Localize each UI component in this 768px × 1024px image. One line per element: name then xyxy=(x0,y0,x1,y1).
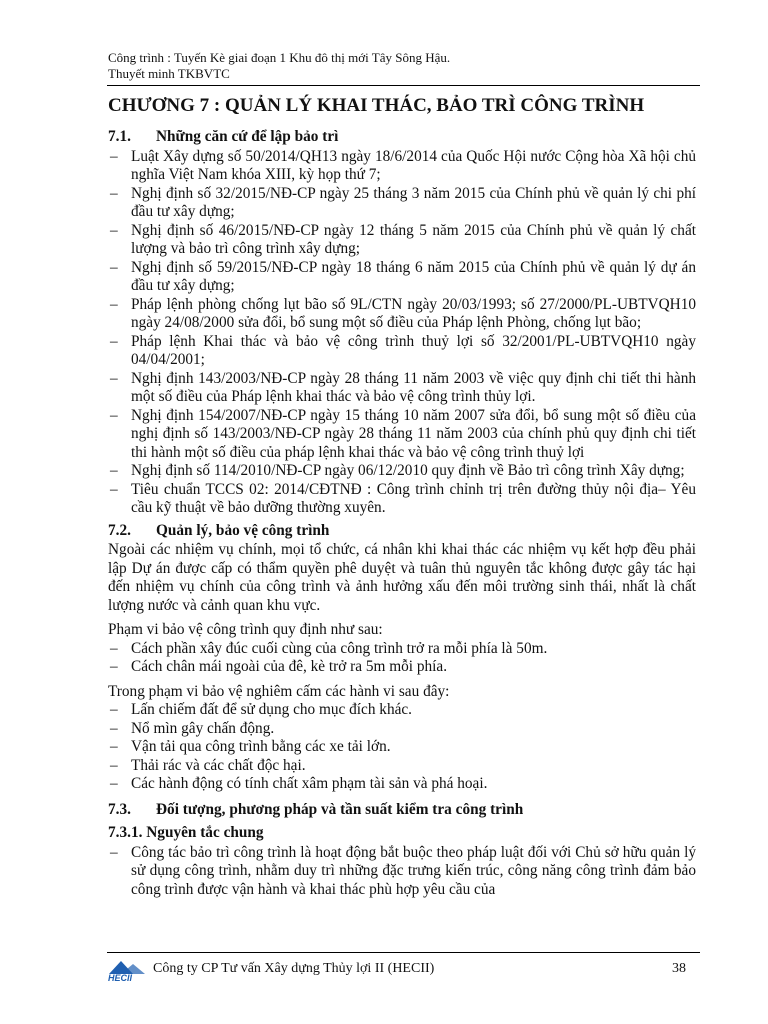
section-7-1-heading xyxy=(108,128,696,147)
general-principles-list xyxy=(108,844,696,900)
list-item: – Nghị định số 32/2015/NĐ-CP ngày 25 tháng 3 năm 2015 của Chính phủ về quản lý chi phí đầu tư xây dựng; xyxy=(108,185,696,222)
list-item: – Lấn chiếm đất để sử dụng cho mục đích khác. xyxy=(108,701,696,720)
page-footer xyxy=(107,958,700,982)
list-item: – Pháp lệnh Khai thác và bảo vệ công trình thuỷ lợi số 32/2001/PL-UBTVQH10 ngày 04/04/2001; xyxy=(108,333,696,370)
chapter-title: CHƯƠNG 7 : QUẢN LÝ KHAI THÁC, BẢO TRÌ CÔNG TRÌNH xyxy=(108,95,645,116)
header-project-line: Công trình : Tuyến Kè giai đoạn 1 Khu đô thị mới Tây Sông Hậu. xyxy=(108,50,451,65)
prohibited-acts-list xyxy=(108,701,696,794)
header-divider xyxy=(107,85,700,86)
protection-scope-list xyxy=(108,640,696,677)
list-item: – Các hành động có tính chất xâm phạm tài sản và phá hoại. xyxy=(108,775,696,794)
list-item: – Nghị định số 46/2015/NĐ-CP ngày 12 tháng 5 năm 2015 của Chính phủ về quản lý chất lượng và bảo trì công trình xây dựng; xyxy=(108,222,696,259)
section-7-2-heading xyxy=(108,522,696,541)
page-number: 38 xyxy=(672,961,686,976)
company-logo xyxy=(107,958,151,982)
paragraph: Phạm vi bảo vệ công trình quy định như sau: xyxy=(108,621,383,638)
header-doc-type: Thuyết minh TKBVTC xyxy=(108,66,230,81)
list-item: – Nghị định 143/2003/NĐ-CP ngày 28 tháng 11 năm 2003 về việc quy định chi tiết thi hành một số điều của Pháp lệnh khai thác và bảo vệ công trình thủy lợi. xyxy=(108,370,696,407)
list-item: – Vận tải qua công trình bằng các xe tải lớn. xyxy=(108,738,696,757)
paragraph: Trong phạm vi bảo vệ nghiêm cấm các hành vi sau đây: xyxy=(108,682,450,700)
section-title: Đối tượng, phương pháp và tần suất kiểm tra công trình xyxy=(156,800,524,818)
section-title: Những căn cứ để lập bảo trì xyxy=(156,128,339,145)
logo-text: HECII xyxy=(108,973,133,982)
list-item: – Nghị định số 114/2010/NĐ-CP ngày 06/12/2010 quy định về Bảo trì công trình Xây dựng; xyxy=(108,462,696,481)
list-item: – Cách chân mái ngoài của đê, kè trở ra 5m mỗi phía. xyxy=(108,658,696,677)
list-item: – Nghị định số 59/2015/NĐ-CP ngày 18 tháng 6 năm 2015 của Chính phủ về quản lý dự án đầu tư xây dựng; xyxy=(108,259,696,296)
section-number: 7.2. xyxy=(108,521,131,539)
list-item: – Công tác bảo trì công trình là hoạt động bắt buộc theo pháp luật đối với Chủ sở hữu quản lý sử dụng công trình, nhằm duy trì những đặc trưng kiến trúc, công năng công trình đảm bảo công trình được vận hành và khai thác phù hợp yêu cầu của xyxy=(108,844,696,900)
main-content xyxy=(108,94,696,899)
list-item: – Nổ mìn gây chấn động. xyxy=(108,720,696,739)
section-7-3-1-heading: 7.3.1. Nguyên tắc chung xyxy=(108,824,264,841)
section-title: Quản lý, bảo vệ công trình xyxy=(156,521,330,539)
list-item: – Luật Xây dựng số 50/2014/QH13 ngày 18/6/2014 của Quốc Hội nước Cộng hòa Xã hội chủ nghĩa Việt Nam khóa XIII, kỳ họp thứ 7; xyxy=(108,148,696,185)
section-number: 7.1. xyxy=(108,128,131,145)
section-number: 7.3. xyxy=(108,800,131,818)
list-item: – Pháp lệnh phòng chống lụt bão số 9L/CTN ngày 20/03/1993; số 27/2000/PL-UBTVQH10 ngày 24/08/2000 sửa đổi, bổ sung một số điều của Pháp lệnh Phòng, chống lụt bão; xyxy=(108,296,696,333)
page-header xyxy=(108,50,698,82)
list-item: – Nghị định 154/2007/NĐ-CP ngày 15 tháng 10 năm 2007 sửa đổi, bổ sung một số điều của nghị định số 143/2003/NĐ-CP ngày 28 tháng 11 năm 2003 của chính phủ quy định chi tiết thi hành một số điều của pháp lệnh khai thác và bảo vệ công trình thuỷ lợi xyxy=(108,407,696,463)
list-item: – Tiêu chuẩn TCCS 02: 2014/CĐTNĐ : Công trình chỉnh trị trên đường thủy nội địa– Yêu cầu kỹ thuật về bảo dưỡng thường xuyên. xyxy=(108,481,696,518)
section-7-3-heading xyxy=(108,801,696,820)
footer-divider xyxy=(107,952,700,953)
list-item: – Cách phần xây đúc cuối cùng của công trình trở ra mỗi phía là 50m. xyxy=(108,640,696,659)
legal-basis-list xyxy=(108,148,696,518)
footer-company-name: Công ty CP Tư vấn Xây dựng Thủy lợi II (HECII) xyxy=(153,961,435,976)
paragraph: Ngoài các nhiệm vụ chính, mọi tổ chức, cá nhân khi khai thác các nhiệm vụ kết hợp đều phải lập Dự án được cấp có thẩm quyền phê duyệt và tuân thủ nguyên tắc không được gây tác hại đến nhiệm vụ chính của công trình và ảnh hưởng xấu đến môi trường sinh thái, nhất là chất lượng nước và cảnh quan khu vực. xyxy=(108,541,696,614)
list-item: – Thải rác và các chất độc hại. xyxy=(108,757,696,776)
